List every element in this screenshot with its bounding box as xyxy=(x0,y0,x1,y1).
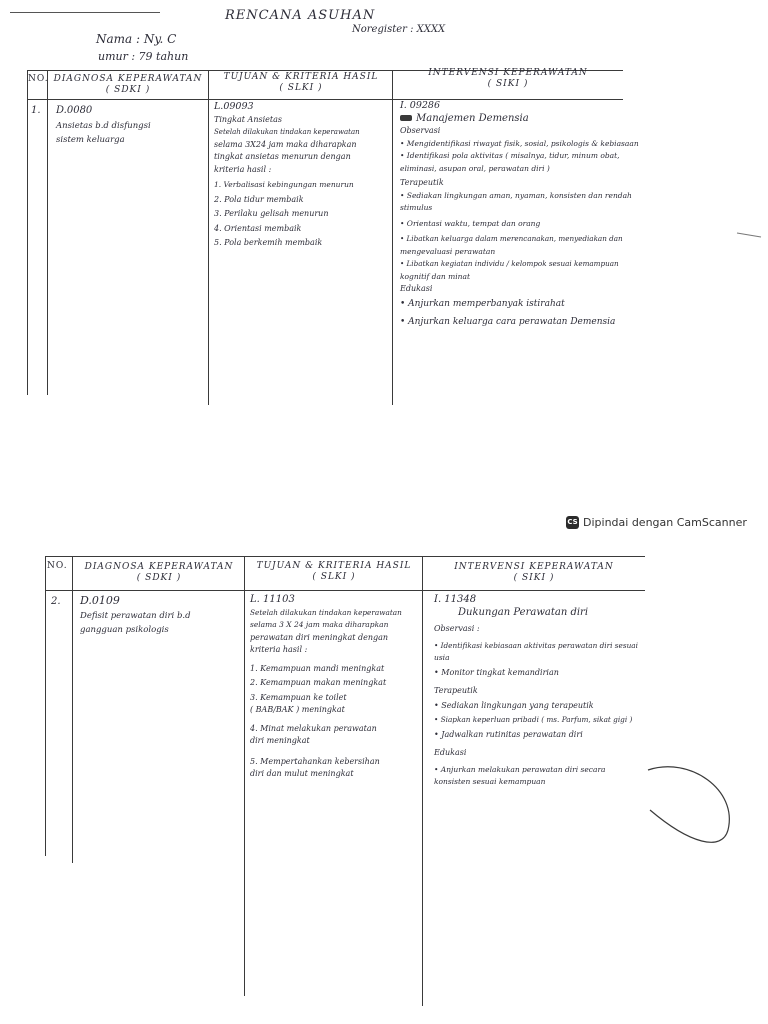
diagnosa-line: D.0109 xyxy=(80,594,120,607)
intervensi-line: Observasi : xyxy=(434,624,480,633)
tujuan-line: L. 11103 xyxy=(250,594,295,605)
top-rule xyxy=(10,12,160,13)
tujuan-line: 1. Kemampuan mandi meningkat xyxy=(250,663,385,673)
intervensi-line: • Anjurkan memperbanyak istirahat xyxy=(400,298,565,309)
header-diagnosa xyxy=(50,74,206,96)
intervensi-line: konsisten sesuai kemampuan xyxy=(434,777,546,786)
page-title: RENCANA ASUHAN xyxy=(225,8,376,23)
intervensi-line: Edukasi xyxy=(400,284,433,293)
intervensi-line: • Sediakan lingkungan aman, nyaman, konsisten dan rendah xyxy=(400,190,632,200)
tujuan-line: tingkat ansietas menurun dengan xyxy=(214,152,351,161)
tujuan-line: kriteria hasil : xyxy=(214,164,272,174)
table-border xyxy=(208,70,209,405)
header-no: NO. xyxy=(28,74,49,84)
header-diagnosa-line2: ( SDKI ) xyxy=(136,573,182,583)
intervensi-line xyxy=(400,113,639,126)
camscanner-logo-icon: CS xyxy=(566,516,579,529)
header-diagnosa-line1: DIAGNOSA KEPERAWATAN xyxy=(53,74,203,84)
diagnosa-line: D.0080 xyxy=(56,105,93,116)
table-border xyxy=(422,556,423,1006)
intervensi-line: • Libatkan kegiatan individu / kelompok sesuai kemampuan xyxy=(400,259,619,268)
row-number: 2. xyxy=(51,596,61,607)
tujuan-cell xyxy=(250,594,402,781)
table-border xyxy=(27,70,28,395)
intervensi-line: Observasi xyxy=(400,126,441,135)
tujuan-line: 4. Orientasi membaik xyxy=(214,223,302,233)
patient-name: Nama : Ny. C xyxy=(96,32,177,46)
tujuan-line: Tingkat Ansietas xyxy=(214,114,282,124)
patient-age: umur : 79 tahun xyxy=(98,50,189,63)
header-tujuan-line2: ( SLKI ) xyxy=(279,83,323,93)
table-border xyxy=(45,556,645,557)
intervensi-line: stimulus xyxy=(400,203,433,212)
table-border xyxy=(45,590,645,591)
tujuan-line: 5. Mempertahankan kebersihan xyxy=(250,756,380,766)
header-tujuan xyxy=(212,72,390,94)
header-tujuan-line1: TUJUAN & KRITERIA HASIL xyxy=(223,72,379,82)
camscanner-watermark xyxy=(566,512,747,532)
tujuan-line: ( BAB/BAK ) meningkat xyxy=(250,705,345,714)
intervensi-line: Edukasi xyxy=(434,748,467,757)
intervensi-line: I. 09286 xyxy=(400,100,441,111)
diagnosa-cell xyxy=(56,104,151,148)
diagnosa-line: gangguan psikologis xyxy=(80,625,169,635)
intervensi-line: • Identifikasi kebiasaan aktivitas perawatan diri sesuai xyxy=(434,640,638,650)
tujuan-line: 5. Pola berkemih membaik xyxy=(214,238,323,247)
tujuan-line: 2. Pola tidur membaik xyxy=(214,194,304,204)
intervensi-line: mengevaluasi perawatan xyxy=(400,246,496,256)
intervensi-line: • Anjurkan keluarga cara perawatan Demensia xyxy=(400,317,616,327)
intervensi-cell xyxy=(400,100,639,329)
intervensi-line: Terapeutik xyxy=(434,686,478,695)
diagnosa-cell xyxy=(80,594,191,638)
tujuan-line: 1. Verbalisasi kebingungan menurun xyxy=(214,180,354,189)
intervensi-line: kognitif dan minat xyxy=(400,271,470,281)
intervensi-cell xyxy=(434,594,638,789)
header-intervensi-line2: ( SIKI ) xyxy=(513,573,555,583)
intervensi-line: usia xyxy=(434,653,450,662)
tujuan-line: Setelah dilakukan tindakan keperawatan xyxy=(250,607,402,617)
header-no: NO. xyxy=(47,561,68,571)
tujuan-line: perawatan diri meningkat dengan xyxy=(250,632,389,642)
intervensi-line: • Orientasi waktu, tempat dan orang xyxy=(400,218,541,228)
intervensi-line: • Libatkan keluarga dalam merencanakan, menyediakan dan xyxy=(400,234,623,243)
intervensi-line: I. 11348 xyxy=(434,594,477,605)
header-intervensi-line2: ( SIKI ) xyxy=(487,79,529,89)
header-intervensi-line1: INTERVENSI KEPERAWATAN xyxy=(428,68,588,78)
row-number: 1. xyxy=(31,105,41,116)
intervensi-line: eliminasi, asupan oral, perawatan diri ) xyxy=(400,163,550,173)
camscanner-label: Dipindai dengan CamScanner xyxy=(583,515,747,529)
table-border xyxy=(244,556,245,996)
table-border xyxy=(392,70,393,405)
tujuan-line: Setelah dilakukan tindakan keperawatan xyxy=(214,128,360,136)
header-intervensi xyxy=(398,68,618,90)
tujuan-line: diri meningkat xyxy=(250,736,310,745)
intervensi-line: Terapeutik xyxy=(400,178,444,187)
header-tujuan xyxy=(248,561,420,583)
intervensi-line: • Sediakan lingkungan yang terapeutik xyxy=(434,700,594,710)
tujuan-line: 3. Perilaku gelisah menurun xyxy=(214,209,329,218)
diagnosa-line: sistem keluarga xyxy=(56,135,125,145)
tujuan-line: 2. Kemampuan makan meningkat xyxy=(250,678,387,687)
intervensi-title: Manajemen Demensia xyxy=(416,112,529,124)
table-border xyxy=(45,556,46,856)
header-diagnosa-line1: DIAGNOSA KEPERAWATAN xyxy=(84,562,234,572)
intervensi-line: • Siapkan keperluan pribadi ( ms. Parfum, sikat gigi ) xyxy=(434,715,633,724)
diagnosa-line: Ansietas b.d disfungsi xyxy=(56,120,151,131)
scribble-mark xyxy=(400,115,412,121)
intervensi-line: • Mengidentifikasi riwayat fisik, sosial, psikologis & kebiasaan xyxy=(400,138,639,148)
intervensi-line: • Anjurkan melakukan perawatan diri secara xyxy=(434,764,606,774)
tujuan-line: selama 3X24 jam maka diharapkan xyxy=(214,139,357,149)
tujuan-line: L.09093 xyxy=(214,101,254,112)
tujuan-line: diri dan mulut meningkat xyxy=(250,769,354,778)
header-tujuan-line2: ( SLKI ) xyxy=(312,572,356,582)
tujuan-line: kriteria hasil : xyxy=(250,645,308,654)
intervensi-line: • Jadwalkan rutinitas perawatan diri xyxy=(434,729,583,739)
intervensi-line: • Monitor tingkat kemandirian xyxy=(434,667,559,677)
margin-mark xyxy=(735,225,765,245)
tujuan-cell xyxy=(214,101,360,250)
intervensi-line: • Identifikasi pola aktivitas ( misalnya, tidur, minum obat, xyxy=(400,151,620,160)
table-border xyxy=(72,556,73,863)
intervensi-line: Dukungan Perawatan diri xyxy=(458,606,589,618)
tujuan-line: 3. Kemampuan ke toilet xyxy=(250,692,347,702)
header-tujuan-line1: TUJUAN & KRITERIA HASIL xyxy=(256,561,412,571)
table-border xyxy=(47,70,48,395)
header-intervensi-line1: INTERVENSI KEPERAWATAN xyxy=(454,562,614,572)
tujuan-line: 4. Minat melakukan perawatan xyxy=(250,723,377,733)
header-intervensi xyxy=(428,562,640,584)
tujuan-line: selama 3 X 24 jam maka diharapkan xyxy=(250,620,389,629)
patient-register: Noregister : XXXX xyxy=(352,24,446,35)
header-diagnosa-line2: ( SDKI ) xyxy=(105,85,151,95)
header-diagnosa xyxy=(76,562,242,584)
diagnosa-line: Defisit perawatan diri b.d xyxy=(80,610,191,621)
hand-drawn-curve xyxy=(620,760,760,870)
